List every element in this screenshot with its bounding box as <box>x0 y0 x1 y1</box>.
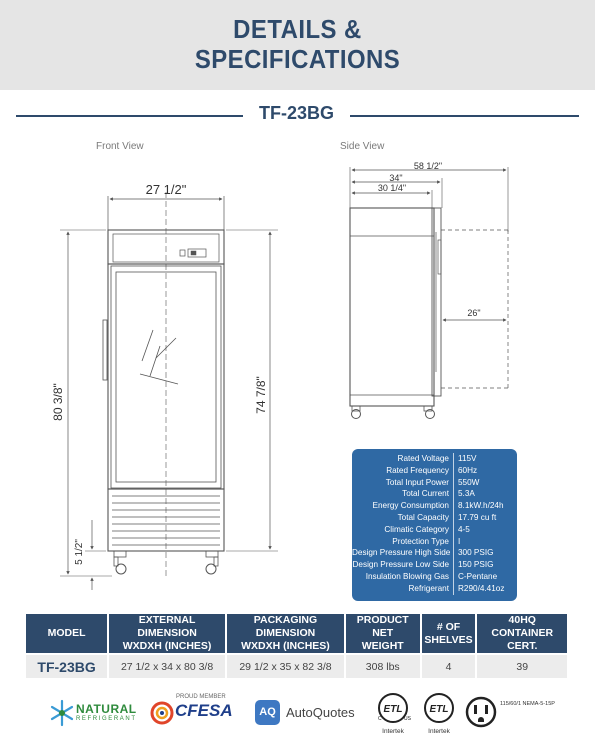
spec-label: Climatic Category <box>384 524 449 534</box>
spec-row <box>352 453 517 465</box>
spec-row <box>352 547 517 559</box>
spec-label: Protection Type <box>392 536 449 546</box>
table-cell-shelves: 4 <box>422 653 476 678</box>
spec-row <box>352 465 517 477</box>
model-heading: TF-23BG <box>258 103 334 123</box>
spec-label: Rated Frequency <box>386 465 449 475</box>
autoquotes-badge: AQ <box>255 700 280 725</box>
spec-row <box>352 512 517 524</box>
side-view-drawing <box>350 167 508 419</box>
natural-logo-sub: REFRIGERANT <box>76 716 137 722</box>
page-title-line1: DETAILS & <box>233 14 362 44</box>
front-cabinet-height-dimension: 74 7/8" <box>254 376 268 414</box>
table-cell-packaging-dimension: 29 1/2 x 35 x 82 3/8 <box>227 653 344 678</box>
front-base-height-dimension: 5 1/2" <box>74 539 85 565</box>
svg-text:US: US <box>404 716 411 722</box>
svg-text:ETL: ETL <box>429 704 449 715</box>
spec-value: 4-5 <box>458 524 470 534</box>
specifications-panel <box>352 449 517 601</box>
spec-value: C-Pentane <box>458 571 498 581</box>
side-door-open-depth-dimension: 58 1/2" <box>413 161 443 171</box>
table-header-shelves: # OF SHELVES <box>422 614 476 653</box>
front-total-height-dimension: 80 3/8" <box>51 383 65 421</box>
spec-label: Total Current <box>402 489 449 499</box>
spec-value: 17.79 cu ft <box>458 512 497 522</box>
autoquotes-name: AutoQuotes <box>286 705 355 720</box>
spec-row <box>352 583 517 595</box>
spec-value: 300 PSIG <box>458 548 494 558</box>
spec-row <box>352 559 517 571</box>
spec-value: 60Hz <box>458 465 478 475</box>
cfesa-proud-member: PROUD MEMBER <box>176 694 226 700</box>
table-header-net-weight: PRODUCT NET WEIGHT <box>346 614 420 653</box>
spec-value: I <box>458 536 461 546</box>
spec-value: 550W <box>458 477 480 487</box>
spec-value: 150 PSIG <box>458 560 494 570</box>
spec-row <box>352 500 517 512</box>
natural-logo-name: NATURAL <box>76 702 137 716</box>
side-view-label: Side View <box>340 141 385 152</box>
certification-logos <box>0 690 595 740</box>
front-view-label: Front View <box>96 141 144 152</box>
spec-value: 115V <box>458 454 477 463</box>
spec-label: Rated Voltage <box>397 454 449 463</box>
spec-row <box>352 477 517 489</box>
etl-intertek-label-2: Intertek <box>428 728 450 735</box>
spec-label: Total Capacity <box>397 512 449 522</box>
etl-sanitation-logo <box>421 692 457 738</box>
cfesa-swirl-icon <box>150 700 174 726</box>
snowflake-icon <box>50 698 74 728</box>
table-cell-net-weight: 308 lbs <box>346 653 420 678</box>
etl-sanitation-icon <box>421 692 457 726</box>
cfesa-name: CFESA <box>175 701 233 720</box>
table-header-packaging-dimension: PACKAGING DIMENSION WXDXH (INCHES) <box>227 614 344 653</box>
spec-label: Refrigerant <box>408 583 449 593</box>
table-row <box>26 653 567 678</box>
spec-label: Energy Consumption <box>372 501 449 511</box>
spec-value: 8.1kW.h/24h <box>458 501 504 511</box>
spec-label: Design Pressure Low Side <box>352 560 449 570</box>
etl-intertek-label-1: Intertek <box>382 728 404 735</box>
spec-label: Total Input Power <box>385 477 449 487</box>
spec-row <box>352 536 517 548</box>
front-width-dimension: 27 1/2" <box>145 182 187 197</box>
natural-refrigerant-logo <box>50 698 142 728</box>
table-cell-model: TF-23BG <box>26 653 107 678</box>
page-title-line2: SPECIFICATIONS <box>194 44 401 74</box>
spec-value: 5.3A <box>458 489 475 499</box>
etl-icon <box>375 692 411 726</box>
autoquotes-logo <box>255 700 367 726</box>
side-overall-depth-dimension: 34" <box>389 173 403 183</box>
spec-row <box>352 571 517 583</box>
etl-listed-logo <box>375 692 411 738</box>
front-view-drawing <box>60 192 278 590</box>
table-header-container-cert: 40HQ CONTAINER CERT. <box>477 614 567 653</box>
plug-icon <box>465 696 497 728</box>
table-header-row <box>26 614 567 653</box>
svg-text:ETL: ETL <box>383 704 403 715</box>
plug-spec-text: 115/60/1 NEMA-5-15P <box>500 701 555 707</box>
side-cabinet-depth-dimension: 30 1/4" <box>377 183 407 193</box>
table-cell-external-dimension: 27 1/2 x 34 x 80 3/8 <box>109 653 225 678</box>
nema-plug-logo <box>465 696 560 730</box>
spec-row <box>352 488 517 500</box>
spec-label: Insulation Blowing Gas <box>365 571 449 581</box>
cfesa-logo <box>150 694 248 730</box>
table-cell-container-cert: 39 <box>477 653 567 678</box>
side-door-swing-dimension: 26" <box>467 308 481 318</box>
table-header-model: MODEL <box>26 614 107 653</box>
svg-text:C: C <box>378 716 382 722</box>
spec-label: Design Pressure High Side <box>352 548 451 558</box>
spec-value: R290/4.41oz <box>458 583 505 593</box>
table-header-external-dimension: EXTERNAL DIMENSION WXDXH (INCHES) <box>109 614 225 653</box>
specifications-table <box>24 614 569 678</box>
spec-row <box>352 524 517 536</box>
